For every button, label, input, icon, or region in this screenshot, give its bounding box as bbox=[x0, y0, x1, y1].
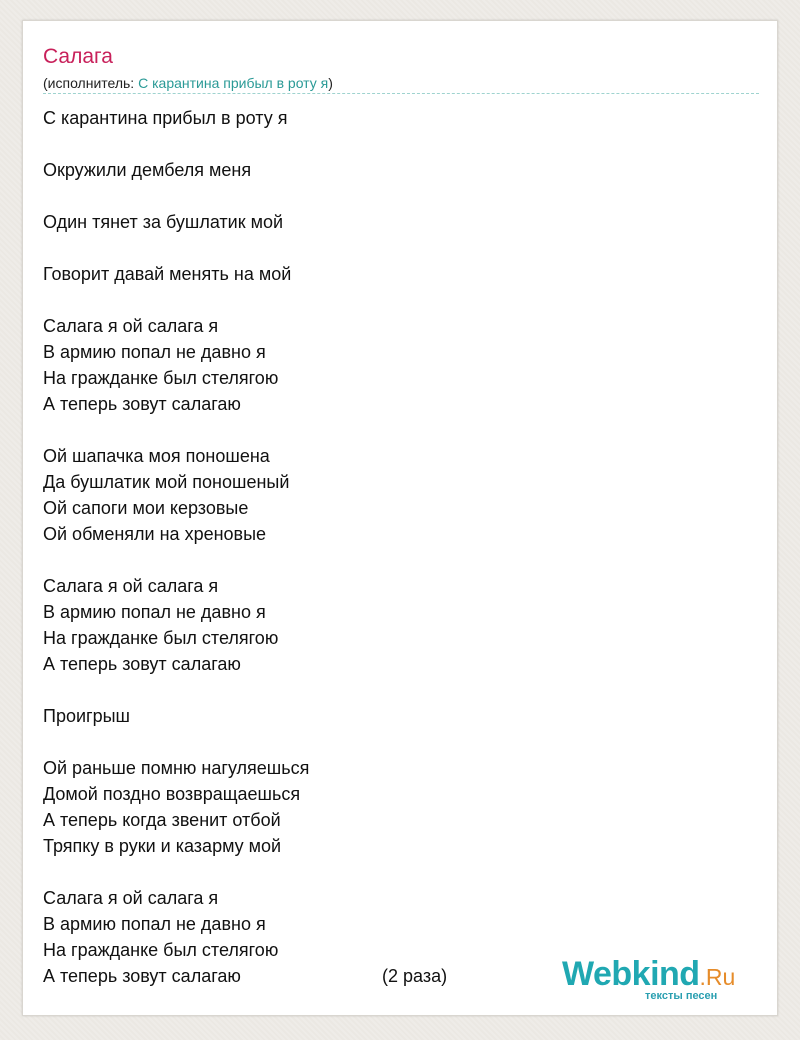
webkind-logo[interactable] bbox=[562, 955, 762, 1005]
lyric-line: На гражданке был стелягою bbox=[43, 628, 279, 648]
lyric-line: Ой шапачка моя поношена bbox=[43, 446, 270, 466]
lyric-line bbox=[43, 183, 309, 209]
lyric-line: Салага я ой салага я bbox=[43, 888, 219, 908]
title-divider bbox=[43, 93, 759, 94]
lyrics-card bbox=[22, 20, 778, 1016]
logo-name: Webkind bbox=[562, 955, 700, 993]
artist-line bbox=[43, 74, 333, 92]
lyric-line bbox=[43, 287, 309, 313]
lyric-line: Проигрыш bbox=[43, 706, 130, 726]
lyric-line bbox=[43, 417, 309, 443]
lyric-line bbox=[43, 729, 309, 755]
lyric-line: Ой сапоги мои керзовые bbox=[43, 498, 249, 518]
lyric-line bbox=[43, 677, 309, 703]
lyric-line: Один тянет за бушлатик мой bbox=[43, 212, 284, 232]
song-title: Салага bbox=[43, 45, 113, 68]
lyric-line: В армию попал не давно я bbox=[43, 914, 266, 934]
repeat-note: (2 раза) bbox=[382, 966, 448, 986]
lyric-line: А теперь зовут салагаю bbox=[43, 654, 241, 674]
lyric-line bbox=[43, 235, 309, 261]
lyric-line: Окружили дембеля меня bbox=[43, 160, 252, 180]
lyric-line-text: А теперь зовут салагаю bbox=[43, 966, 241, 986]
lyric-line bbox=[43, 131, 309, 157]
lyric-line: Салага я ой салага я bbox=[43, 576, 219, 596]
lyric-line: Салага я ой салага я bbox=[43, 316, 219, 336]
lyric-line: На гражданке был стелягою bbox=[43, 940, 279, 960]
lyric-line: Домой поздно возвращаешься bbox=[43, 784, 301, 804]
artist-link[interactable]: С карантина прибыл в роту я bbox=[138, 75, 329, 91]
lyric-line: Да бушлатик мой поношеный bbox=[43, 472, 290, 492]
lyric-line: На гражданке был стелягою bbox=[43, 368, 279, 388]
lyric-line bbox=[43, 963, 448, 989]
logo-tagline: тексты песен bbox=[645, 990, 718, 1002]
lyric-line bbox=[43, 859, 309, 885]
lyric-line bbox=[43, 547, 309, 573]
artist-prefix: (исполнитель: bbox=[43, 75, 139, 91]
lyric-line: Говорит давай менять на мой bbox=[43, 264, 292, 284]
lyric-line: С карантина прибыл в роту я bbox=[43, 108, 288, 128]
lyric-line: А теперь зовут салагаю bbox=[43, 394, 241, 414]
artist-suffix: ) bbox=[328, 75, 333, 91]
lyrics-text bbox=[43, 105, 448, 989]
lyric-line: В армию попал не давно я bbox=[43, 602, 266, 622]
logo-suffix: .Ru bbox=[699, 964, 736, 990]
lyric-line: Ой обменяли на хреновые bbox=[43, 524, 267, 544]
lyric-line: Ой раньше помню нагуляешься bbox=[43, 758, 310, 778]
lyric-line: Тряпку в руки и казарму мой bbox=[43, 836, 282, 856]
lyric-line: В армию попал не давно я bbox=[43, 342, 266, 362]
lyric-line: А теперь когда звенит отбой bbox=[43, 810, 281, 830]
